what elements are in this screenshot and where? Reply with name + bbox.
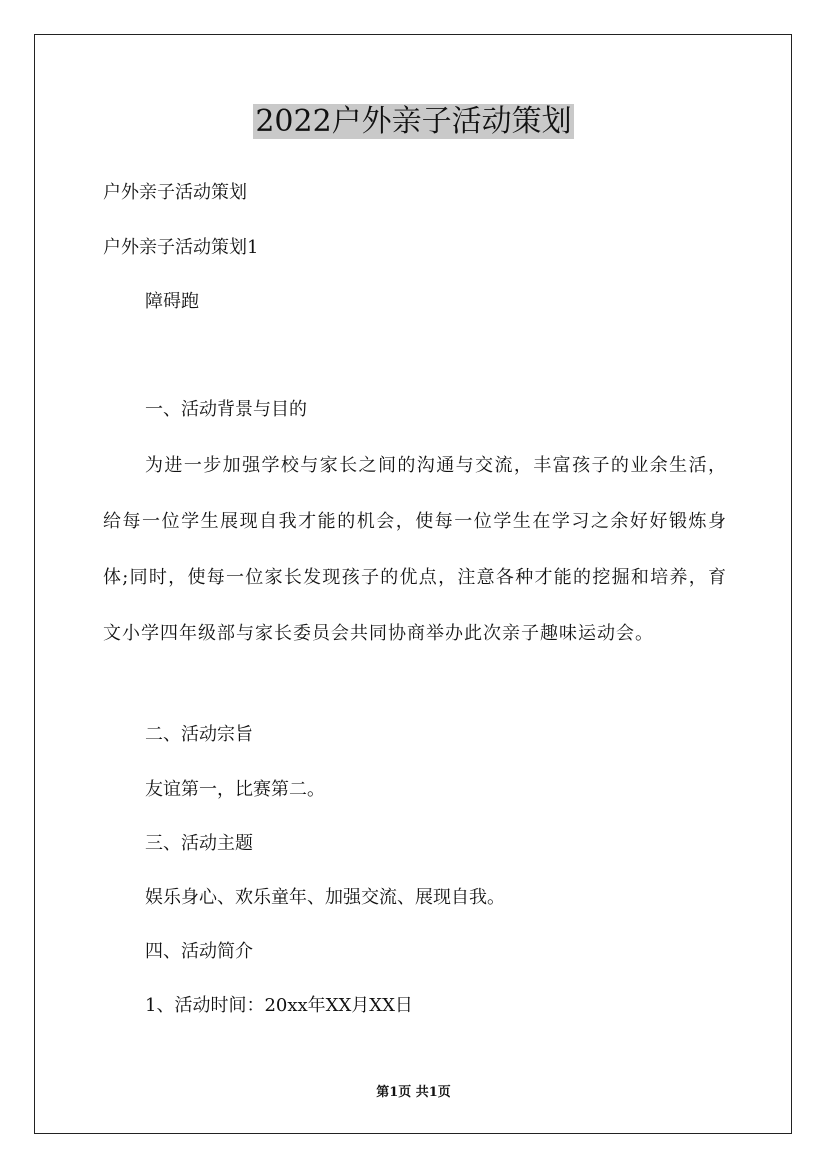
document-title (0, 100, 827, 144)
purpose-text: 友谊第一，比赛第二。 (145, 779, 325, 800)
background-heading: 一、活动背景与目的 (145, 399, 307, 420)
theme-heading: 三、活动主题 (145, 833, 253, 854)
subtitle-1: 户外亲子活动策划1 (103, 237, 259, 258)
activity-name: 障碍跑 (145, 291, 199, 312)
time-item: 1、活动时间：20xx年XX月XX日 (145, 995, 413, 1016)
page-footer: 第1页 共1页 (376, 1085, 451, 1100)
subtitle: 户外亲子活动策划 (103, 182, 247, 203)
document-title-text: 2022户外亲子活动策划 (255, 104, 572, 139)
background-paragraph: 为进一步加强学校与家长之间的沟通与交流，丰富孩子的业余生活，给每一位学生展现自我才能的机会，使每一位学生在学习之余好好锻炼身体;同时，使每一位家长发现孩子的优点，注意各种才能的挖掘和培养，育文小学四年级部与家长委员会共同协商举办此次亲子趣味运动会。 (103, 455, 727, 644)
intro-heading: 四、活动简介 (145, 941, 253, 962)
theme-text: 娱乐身心、欢乐童年、加强交流、展现自我。 (145, 887, 505, 908)
purpose-heading: 二、活动宗旨 (145, 724, 253, 745)
